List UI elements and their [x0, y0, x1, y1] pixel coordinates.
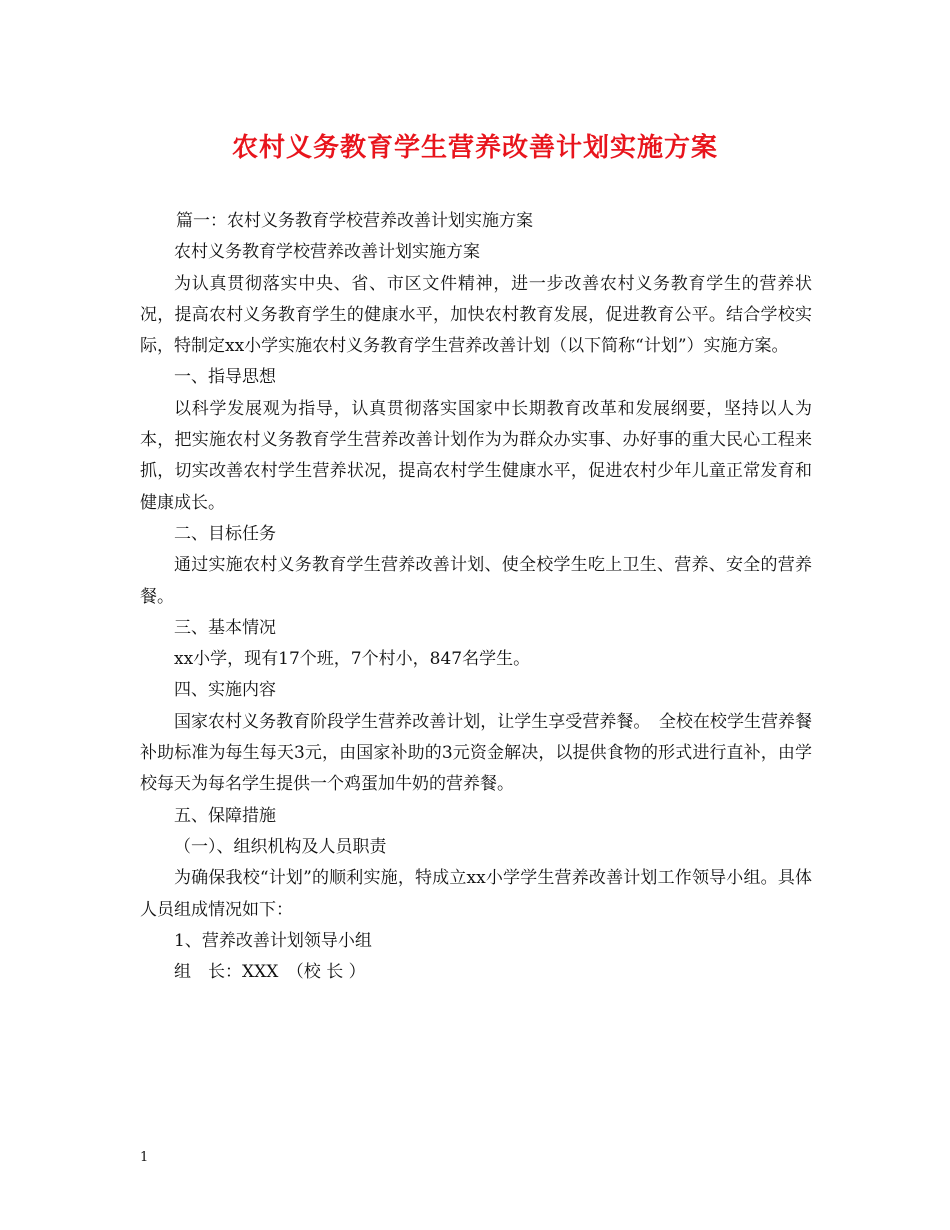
body-paragraph: 通过实施农村义务教育学生营养改善计划、使全校学生吃上卫生、营养、安全的营养餐。 — [140, 555, 812, 607]
section-heading: 三、基本情况 — [174, 617, 276, 638]
document-body — [140, 206, 812, 988]
body-paragraph: 为认真贯彻落实中央、省、市区文件精神，进一步改善农村义务教育学生的营养状况，提高农村义务教育学生的健康水平，加快农村教育发展，促进教育公平。结合学校实际，特制定xx小学实施农村义务教育学生营养改善计划（以下简称“计划”）实施方案。 — [140, 273, 812, 357]
section-heading: 五、保障措施 — [174, 805, 276, 826]
page-number: 1 — [140, 1150, 149, 1165]
section-heading: 一、指导思想 — [174, 367, 276, 388]
subsection-heading: （一）、组织机构及人员职责 — [174, 836, 387, 857]
subtitle-line: 农村义务教育学校营养改善计划实施方案 — [174, 242, 480, 263]
section-heading: 篇一：农村义务教育学校营养改善计划实施方案 — [176, 211, 533, 231]
document-title: 农村义务教育学生营养改善计划实施方案 — [231, 133, 718, 163]
section-heading: 二、目标任务 — [174, 523, 276, 544]
member-line: 组 长：XXX （校 长 ） — [174, 962, 366, 983]
body-paragraph: 以科学发展观为指导，认真贯彻落实国家中长期教育改革和发展纲要，坚持以人为本，把实施农村义务教育学生营养改善计划作为为群众办实事、办好事的重大民心工程来抓，切实改善农村学生营养状况，提高农村学生健康水平，促进农村少年儿童正常发育和健康成长。 — [140, 398, 812, 513]
body-paragraph: 为确保我校“计划”的顺利实施，特成立xx小学学生营养改善计划工作领导小组。具体人员组成情况如下： — [140, 868, 812, 920]
body-paragraph: 国家农村义务教育阶段学生营养改善计划，让学生享受营养餐。 全校在校学生营养餐补助标准为每生每天3元，由国家补助的3元资金解决，以提供食物的形式进行直补，由学校每天为每名学生提供一个鸡蛋加牛奶的营养餐。 — [140, 711, 812, 795]
list-heading: 1、营养改善计划领导小组 — [174, 930, 372, 951]
body-paragraph: xx小学，现有17个班，7个村小，847名学生。 — [174, 649, 531, 670]
section-heading: 四、实施内容 — [174, 680, 276, 701]
